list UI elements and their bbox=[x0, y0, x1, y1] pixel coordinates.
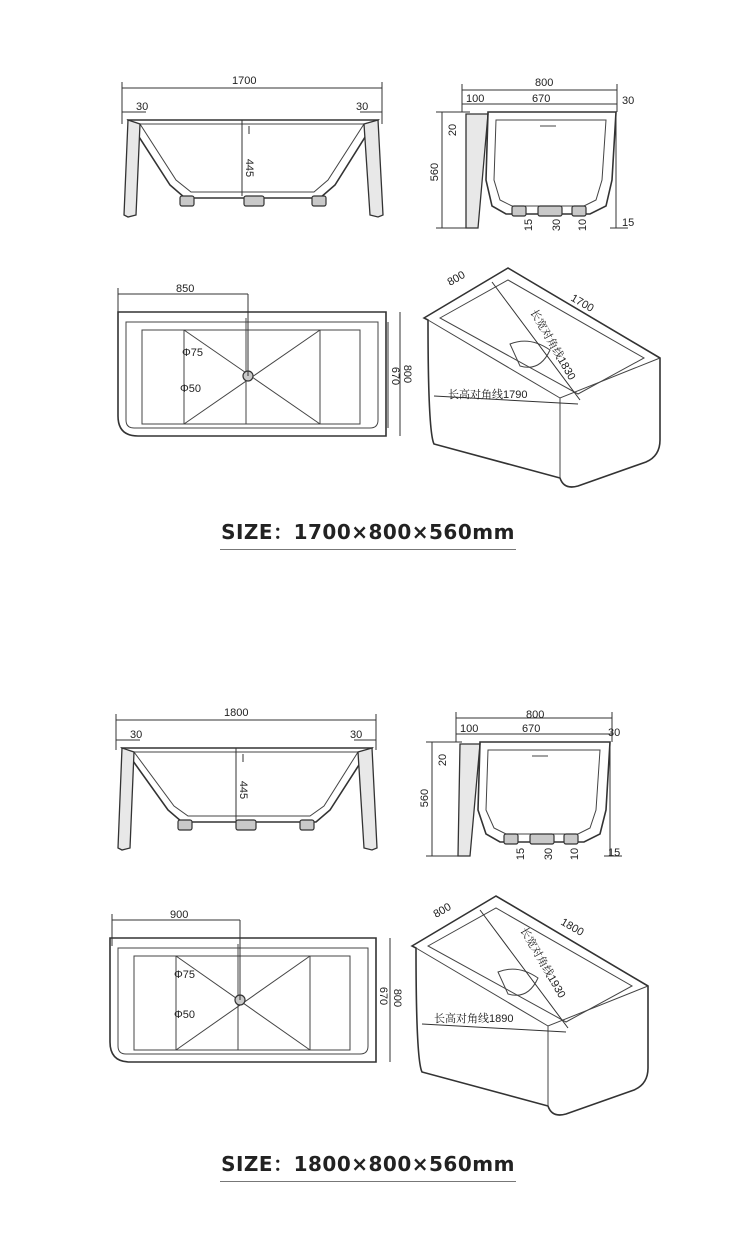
iso-view bbox=[412, 896, 648, 1115]
front-left-rim-label: 30 bbox=[130, 729, 143, 741]
side-top-offset-label: 20 bbox=[447, 123, 459, 137]
plan-outer-width-label: 800 bbox=[401, 364, 413, 384]
side-foot-2-label: 30 bbox=[543, 847, 555, 861]
size-divider bbox=[220, 1181, 516, 1182]
front-depth-label: 445 bbox=[237, 780, 249, 800]
plan-view bbox=[118, 283, 413, 436]
side-inner-label: 670 bbox=[522, 723, 541, 735]
plan-overflow-dia-label: Φ75 bbox=[182, 347, 204, 359]
plan-drain-offset-label: 850 bbox=[176, 283, 195, 295]
size-label: SIZE： bbox=[221, 1152, 294, 1176]
side-height-label: 560 bbox=[429, 162, 441, 182]
front-length-label: 1700 bbox=[232, 75, 257, 87]
side-elevation bbox=[419, 709, 622, 860]
iso-wh-diagonal-label: 长宽对角线1830 bbox=[527, 307, 578, 383]
side-foot-1-label: 15 bbox=[523, 218, 535, 232]
iso-lh-diagonal-label: 长高对角线1790 bbox=[448, 389, 528, 401]
size-caption-1800 bbox=[220, 1148, 516, 1177]
side-left-rim-label: 100 bbox=[466, 93, 485, 105]
side-foot-3-label: 10 bbox=[577, 218, 589, 232]
front-elevation bbox=[116, 707, 377, 850]
iso-lh-diagonal-label: 长高对角线1890 bbox=[434, 1013, 514, 1025]
plan-drain-dia-label: Φ50 bbox=[180, 383, 202, 395]
iso-view bbox=[424, 268, 660, 487]
side-foot-1-label: 15 bbox=[515, 847, 527, 861]
tub-drawings-1800 bbox=[0, 630, 750, 1190]
side-foot-2-label: 30 bbox=[551, 218, 563, 232]
size-divider bbox=[220, 549, 516, 550]
side-right-rim-label: 30 bbox=[608, 727, 621, 739]
side-width-label: 800 bbox=[535, 77, 554, 89]
side-height-label: 560 bbox=[419, 788, 431, 808]
side-foot-4-label: 15 bbox=[622, 217, 635, 229]
size-value: 1800×800×560mm bbox=[293, 1152, 515, 1176]
side-right-rim-label: 30 bbox=[622, 95, 635, 107]
front-left-rim-label: 30 bbox=[136, 101, 149, 113]
front-right-rim-label: 30 bbox=[350, 729, 363, 741]
side-foot-3-label: 10 bbox=[569, 847, 581, 861]
iso-length-label: 1700 bbox=[568, 292, 596, 315]
plan-inner-width-label: 670 bbox=[389, 366, 401, 386]
plan-inner-width-label: 670 bbox=[377, 986, 389, 1006]
side-foot-4-label: 15 bbox=[608, 847, 621, 859]
front-right-rim-label: 30 bbox=[356, 101, 369, 113]
iso-width-label: 800 bbox=[445, 269, 468, 289]
spec-panel-1700 bbox=[0, 0, 750, 620]
side-elevation bbox=[429, 77, 634, 231]
plan-overflow-dia-label: Φ75 bbox=[174, 969, 196, 981]
size-value: 1700×800×560mm bbox=[293, 520, 515, 544]
iso-length-label: 1800 bbox=[558, 916, 586, 939]
side-top-offset-label: 20 bbox=[437, 753, 449, 767]
tub-drawings-1700 bbox=[0, 0, 750, 560]
plan-drain-dia-label: Φ50 bbox=[174, 1009, 196, 1021]
plan-outer-width-label: 800 bbox=[391, 988, 403, 1008]
side-left-rim-label: 100 bbox=[460, 723, 479, 735]
spec-panel-1800 bbox=[0, 630, 750, 1245]
front-length-label: 1800 bbox=[224, 707, 249, 719]
size-label: SIZE： bbox=[221, 520, 294, 544]
iso-wh-diagonal-label: 长宽对角线1930 bbox=[517, 925, 568, 1001]
plan-view bbox=[110, 909, 403, 1062]
front-depth-label: 445 bbox=[243, 158, 255, 178]
front-elevation bbox=[122, 75, 383, 217]
plan-drain-offset-label: 900 bbox=[170, 909, 189, 921]
iso-width-label: 800 bbox=[431, 901, 454, 921]
side-inner-label: 670 bbox=[532, 93, 551, 105]
size-caption-1700 bbox=[220, 516, 516, 545]
side-width-label: 800 bbox=[526, 709, 545, 721]
